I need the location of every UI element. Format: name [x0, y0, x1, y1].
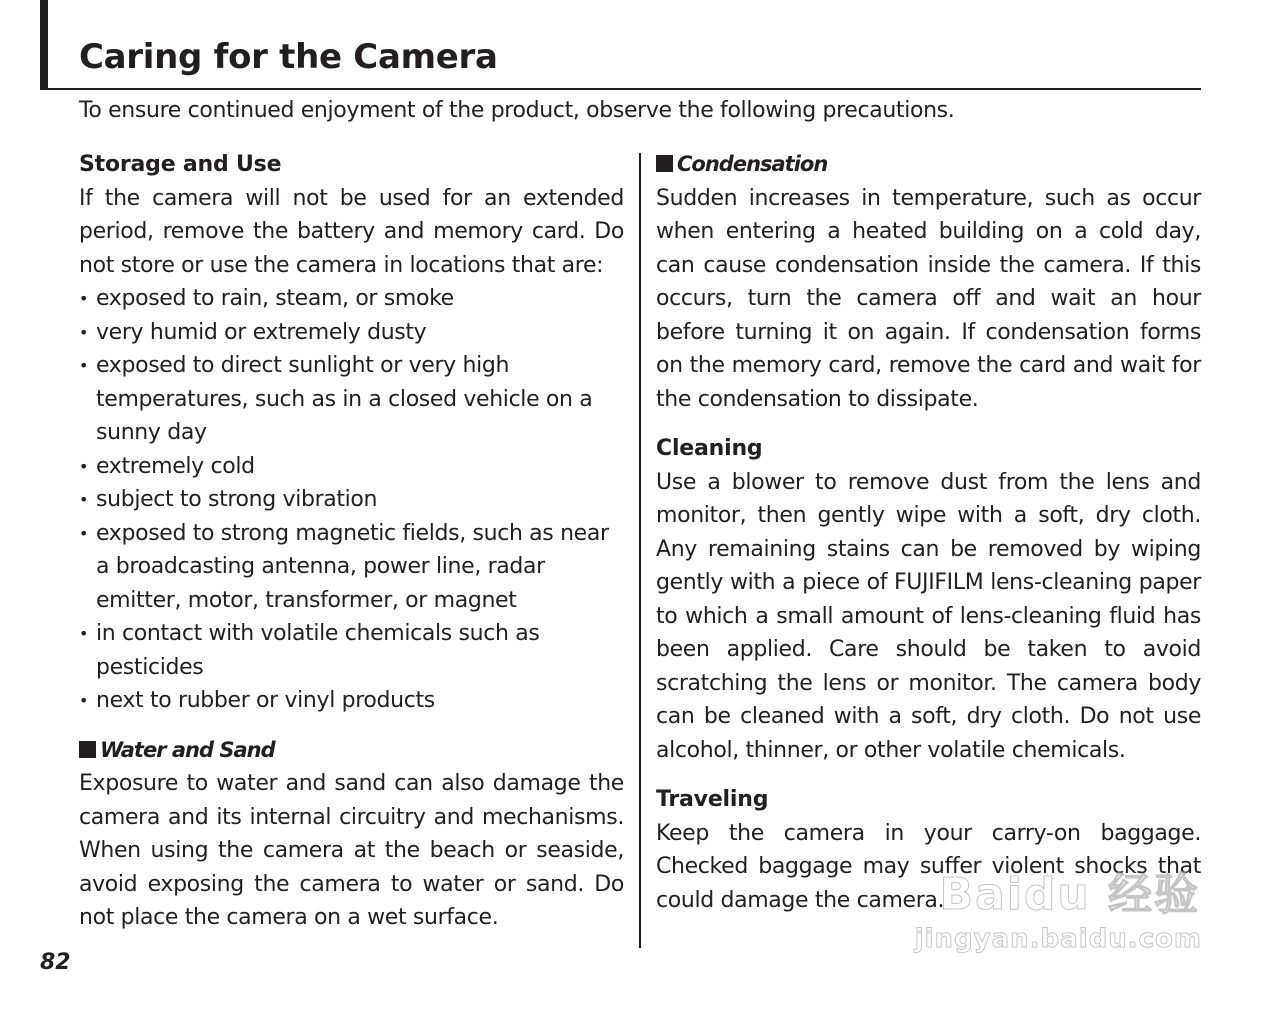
watermark-url: jingyan.baidu.com [914, 924, 1202, 954]
intro-text: To ensure continued enjoyment of the product, observe the following precautions. [79, 98, 955, 123]
bullet-icon: • [79, 490, 89, 509]
condensation-heading: Condensation [656, 148, 1201, 182]
bullet-icon: • [79, 289, 89, 308]
section-gap [79, 718, 624, 734]
bullet-icon: • [79, 691, 89, 710]
watermark-logo: Baidu 经验 [939, 869, 1200, 920]
cleaning-section [656, 432, 1201, 767]
list-item: • very humid or extremely dusty [79, 316, 624, 350]
cleaning-heading: Cleaning [656, 436, 763, 461]
square-bullet-icon [79, 741, 96, 758]
title-accent-bar [40, 0, 48, 89]
condensation-paragraph: Sudden increases in temperature, such as occur when entering a heated building on a cold day, can cause condensation inside the camera. If this occurs, turn the camera off and wait an hour before turning it on again. If condensation forms on the memory card, remove the card and wait for the condensation to dissipate. [656, 185, 1201, 412]
page-title: Caring for the Camera [79, 37, 498, 77]
traveling-paragraph: Keep the camera in your carry-on baggage. Checked baggage may suffer violent shocks that could damage the camera. [656, 820, 1201, 913]
list-item: • subject to strong vibration [79, 483, 624, 517]
bullet-icon: • [79, 356, 89, 375]
bullet-icon: • [79, 523, 89, 543]
water-sand-section [79, 734, 624, 935]
list-item: • extremely cold [79, 450, 624, 484]
bullet-icon: • [79, 624, 89, 643]
storage-section [79, 148, 624, 718]
cleaning-paragraph: Use a blower to remove dust from the lens and monitor, then gently wipe with a soft, dry cloth. Any remaining stains can be removed by wiping gently with a piece of FUJIFILM lens-cleaning paper to which a small amount of lens-cleaning fluid has been applied. Care should be taken to avoid scratching the lens or monitor. The camera body can be cleaned with a soft, dry cloth. Do not use alcohol, thinner, or other volatile chemicals. [656, 469, 1201, 763]
column-divider [639, 153, 641, 948]
right-column [656, 148, 1201, 917]
traveling-heading: Traveling [656, 787, 769, 812]
list-item: • next to rubber or vinyl products [79, 684, 624, 718]
storage-bullet-list [79, 282, 624, 718]
section-gap [656, 416, 1201, 432]
list-item: • in contact with volatile chemicals such as pesticides [79, 617, 624, 684]
bullet-icon: • [79, 322, 89, 342]
water-sand-heading: Water and Sand [79, 734, 624, 768]
traveling-section [656, 783, 1201, 917]
square-bullet-icon [656, 155, 673, 172]
list-item: • exposed to direct sunlight or very high temperatures, such as in a closed vehicle on a sunny day [79, 349, 624, 450]
storage-heading: Storage and Use [79, 152, 282, 177]
page-number: 82 [40, 950, 71, 975]
condensation-section [656, 148, 1201, 416]
storage-paragraph: If the camera will not be used for an extended period, remove the battery and memory card. Do not store or use the camera in locations that are: [79, 185, 624, 278]
section-gap [656, 767, 1201, 783]
bullet-icon: • [79, 456, 89, 476]
list-item: • exposed to rain, steam, or smoke [79, 282, 624, 316]
title-rule [40, 88, 1201, 90]
water-sand-paragraph: Exposure to water and sand can also damage the camera and its internal circuitry and mechanisms. When using the camera at the beach or seaside, avoid exposing the camera to water or sand. Do not place the camera on a wet surface. [79, 771, 624, 930]
list-item: • exposed to strong magnetic fields, such as near a broadcasting antenna, power line, radar emitter, motor, transformer, or magnet [79, 517, 624, 618]
left-column [79, 148, 624, 935]
